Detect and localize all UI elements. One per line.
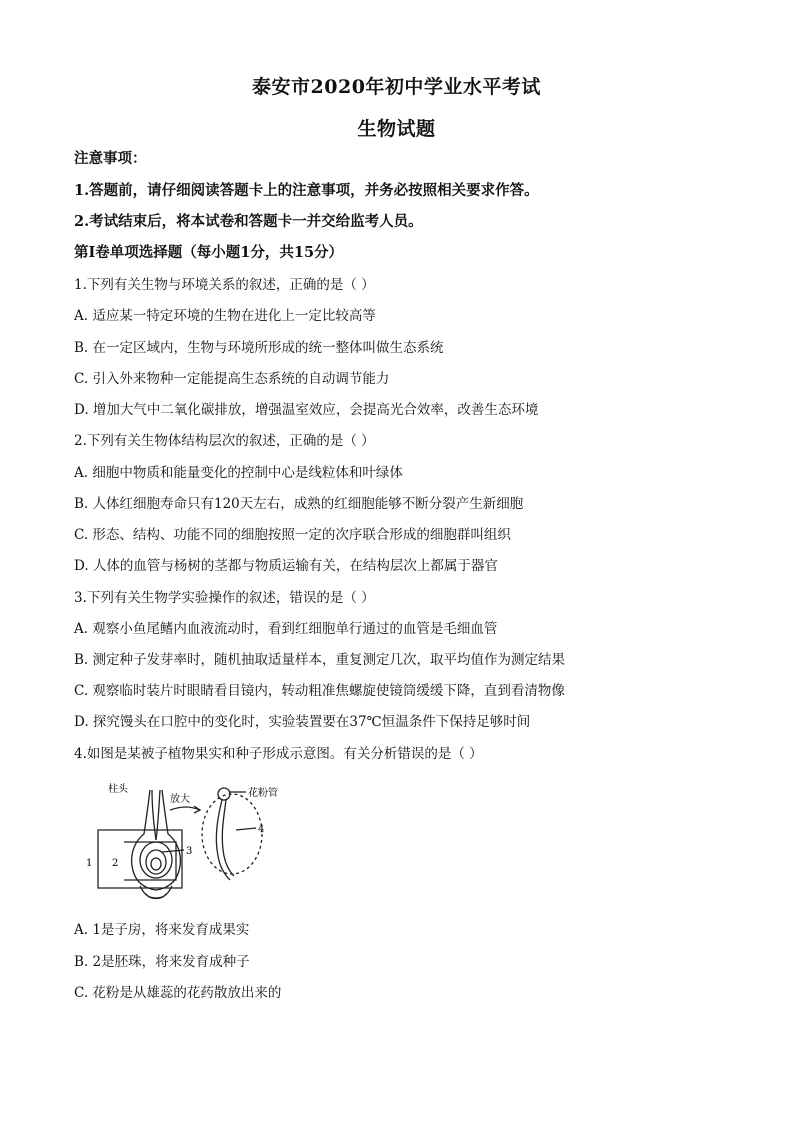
question-2-option-c: C. 形态、结构、功能不同的细胞按照一定的次序联合形成的细胞群叫组织 (74, 527, 511, 543)
question-1-option-d: D. 增加大气中二氧化碳排放，增强温室效应，会提高光合效率，改善生态环境 (74, 402, 539, 418)
page-title: 泰安市2020年初中学业水平考试 (252, 76, 541, 98)
page-subtitle: 生物试题 (357, 118, 436, 140)
question-1-option-a: A. 适应某一特定环境的生物在进化上一定比较高等 (74, 308, 376, 324)
label-3: 3 (186, 846, 193, 857)
label-pollen-tube: 花粉管 (248, 788, 278, 799)
question-3-option-c: C. 观察临时装片时眼睛看目镜内，转动粗准焦螺旋使镜筒缓缓下降，直到看清物像 (74, 683, 565, 699)
question-4-option-b: B. 2是胚珠，将来发育成种子 (74, 954, 250, 970)
notice-item-2: 2.考试结束后，将本试卷和答题卡一并交给监考人员。 (74, 213, 423, 230)
question-3-option-a: A. 观察小鱼尾鳍内血液流动时，看到红细胞单行通过的血管是毛细血管 (74, 621, 498, 637)
label-2: 2 (112, 858, 119, 869)
diagram-svg (78, 776, 278, 901)
question-2-option-a: A. 细胞中物质和能量变化的控制中心是线粒体和叶绿体 (74, 465, 403, 481)
label-4: 4 (258, 824, 265, 835)
question-1-option-b: B. 在一定区域内，生物与环境所形成的统一整体叫做生态系统 (74, 340, 444, 356)
label-stigma: 柱头 (108, 784, 128, 795)
question-3-option-d: D. 探究馒头在口腔中的变化时，实验装置要在37℃恒温条件下保持足够时间 (74, 714, 531, 730)
question-4-option-c: C. 花粉是从雄蕊的花药散放出来的 (74, 985, 282, 1001)
section-title: 第Ⅰ卷单项选择题（每小题1分，共15分） (74, 244, 344, 261)
question-2-option-b: B. 人体红细胞寿命只有120天左右，成熟的红细胞能够不断分裂产生新细胞 (74, 496, 524, 512)
question-3-stem: 3.下列有关生物学实验操作的叙述，错误的是（ ） (74, 590, 375, 606)
question-4-stem: 4.如图是某被子植物果实和种子形成示意图。有关分析错误的是（ ） (74, 746, 483, 762)
question-1-option-c: C. 引入外来物种一定能提高生态系统的自动调节能力 (74, 371, 390, 387)
question-3-option-b: B. 测定种子发芽率时，随机抽取适量样本，重复测定几次，取平均值作为测定结果 (74, 652, 566, 668)
label-magnify: 放大 (170, 794, 190, 805)
flower-fertilization-diagram (78, 776, 278, 901)
label-1: 1 (86, 858, 93, 869)
notice-heading: 注意事项： (74, 150, 147, 167)
question-1-stem: 1.下列有关生物与环境关系的叙述，正确的是（ ） (74, 277, 375, 293)
question-2-option-d: D. 人体的血管与杨树的茎都与物质运输有关，在结构层次上都属于器官 (74, 558, 498, 574)
question-2-stem: 2.下列有关生物体结构层次的叙述，正确的是（ ） (74, 433, 375, 449)
notice-item-1: 1.答题前，请仔细阅读答题卡上的注意事项，并务必按照相关要求作答。 (74, 182, 539, 199)
question-4-option-a: A. 1是子房，将来发育成果实 (74, 922, 250, 938)
